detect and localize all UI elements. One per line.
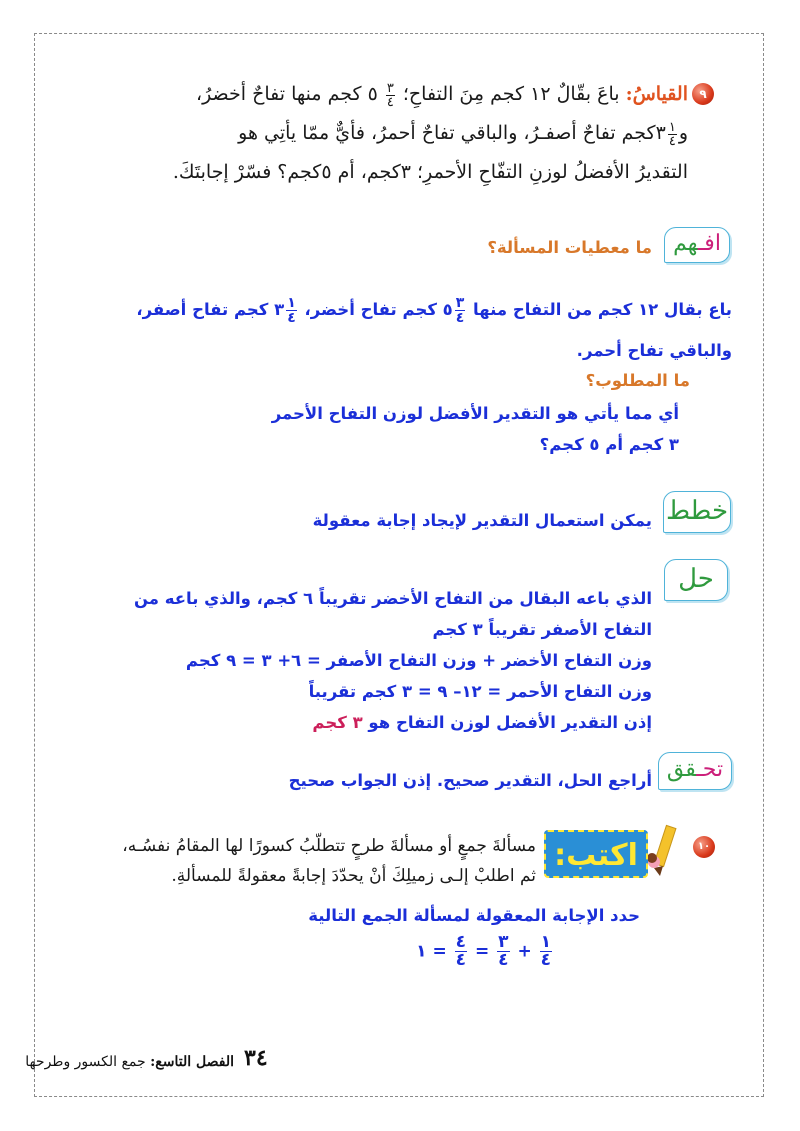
fraction: $\frac{١}{٤}$ [287, 295, 296, 326]
write-answer-title: حدد الإجابة المعقولة لمسألة الجمع التالية [308, 906, 640, 925]
fraction: $\frac{٤}{٤}$ [455, 932, 467, 970]
given-line-1: باع بقال ١٢ كجم من التفاح منها $\frac{٣}{٤}$ ٥ كجم تفاح أخضر، $\frac{١}{٤}$ ٣ كجم تفاح أصفر، [136, 295, 732, 326]
required-line-1: أي مما يأتي هو التقدير الأفضل لوزن التفاح الأحمر [271, 404, 679, 423]
pencil-icon [642, 822, 686, 878]
problem-number-badge: ٩ [692, 83, 714, 105]
solve-line-1: الذي باعه البقال من التفاح الأخضر تقريباً ٦ كجم، والذي باعه من [133, 589, 652, 608]
problem-label: القياسُ: [625, 83, 688, 105]
page-frame [34, 33, 764, 1097]
problem-line-1 [68, 75, 688, 114]
page-number: ٣٤ [244, 1045, 268, 1071]
given-line-2: والباقي تفاح أحمر. [576, 341, 732, 360]
addition-equation: $\frac{١}{٤}$ + $\frac{٣}{٤}$ = $\frac{٤}{٤}$ = ١ [416, 932, 551, 970]
check-text: أراجع الحل، التقدير صحيح. إذن الجواب صحيح [288, 771, 652, 790]
plan-text: يمكن استعمال التقدير لإيجاد إجابة معقولة [312, 511, 652, 530]
solve-line-5: إذن التقدير الأفضل لوزن التفاح هو ٣ كجم [312, 713, 652, 732]
problem-text: ٥ كجم منها تفاحٌ أخضرُ، [195, 83, 378, 105]
final-answer: ٣ كجم [312, 713, 363, 732]
required-question: ما المطلوب؟ [585, 371, 690, 390]
check-tag: تحـقق [658, 752, 732, 790]
write-tag: اكتب: [544, 830, 648, 878]
fraction: $\frac{١}{٤}$ [668, 119, 676, 149]
problem-text: باعَ بقّالٌ ١٢ كجم مِنَ التفاحِ؛ [402, 83, 620, 105]
required-line-2: ٣ كجم أم ٥ كجم؟ [539, 435, 679, 454]
understand-question: ما معطيات المسألة؟ [487, 238, 652, 257]
plan-tag: خطط [663, 491, 731, 533]
fraction: $\frac{٣}{٤}$ [498, 932, 509, 970]
solve-tag: حل [664, 559, 728, 601]
chapter-footer: الفصل التاسع: جمع الكسور وطرحها [25, 1054, 234, 1070]
fraction: $\frac{١}{٤}$ [540, 932, 551, 970]
problem-line-2: و $\frac{١}{٤}$ ٣كجم تفاحٌ أصفـرُ، والباقي تفاحٌ أحمرُ، فأيٌّ ممّا يأتِي هو [238, 119, 688, 149]
write-number-badge: ١٠ [693, 836, 715, 858]
problem-line-3: التقديرُ الأفضلُ لوزنِ التفّاحِ الأحمرِ؛ ٣كجم، أم ٥كجم؟ فسّرْ إجابتَكَ. [172, 161, 688, 183]
fraction: $\frac{٣}{٤}$ [386, 80, 394, 110]
write-text-1: مسألةَ جمعٍ أو مسألةَ طرحٍ تتطلّبُ كسورًا لها المقامُ نفسُـه، [122, 836, 536, 856]
write-text-2: ثم اطلبْ إلـى زميلِكَ أنْ يحدّدَ إجابةً معقولةً للمسألةِ. [171, 866, 536, 886]
solve-line-4: وزن التفاح الأحمر = ١٢– ٩ = ٣ كجم تقريباً [308, 682, 652, 701]
fraction: $\frac{٣}{٤}$ [455, 295, 465, 326]
problem-statement [68, 75, 688, 192]
solve-line-2: التفاح الأصفر تقريباً ٣ كجم [432, 620, 652, 639]
solve-line-3: وزن التفاح الأخضر + وزن التفاح الأصفر = ٦+ ٣ = ٩ كجم [185, 651, 652, 670]
understand-tag: افـهم [664, 227, 730, 263]
